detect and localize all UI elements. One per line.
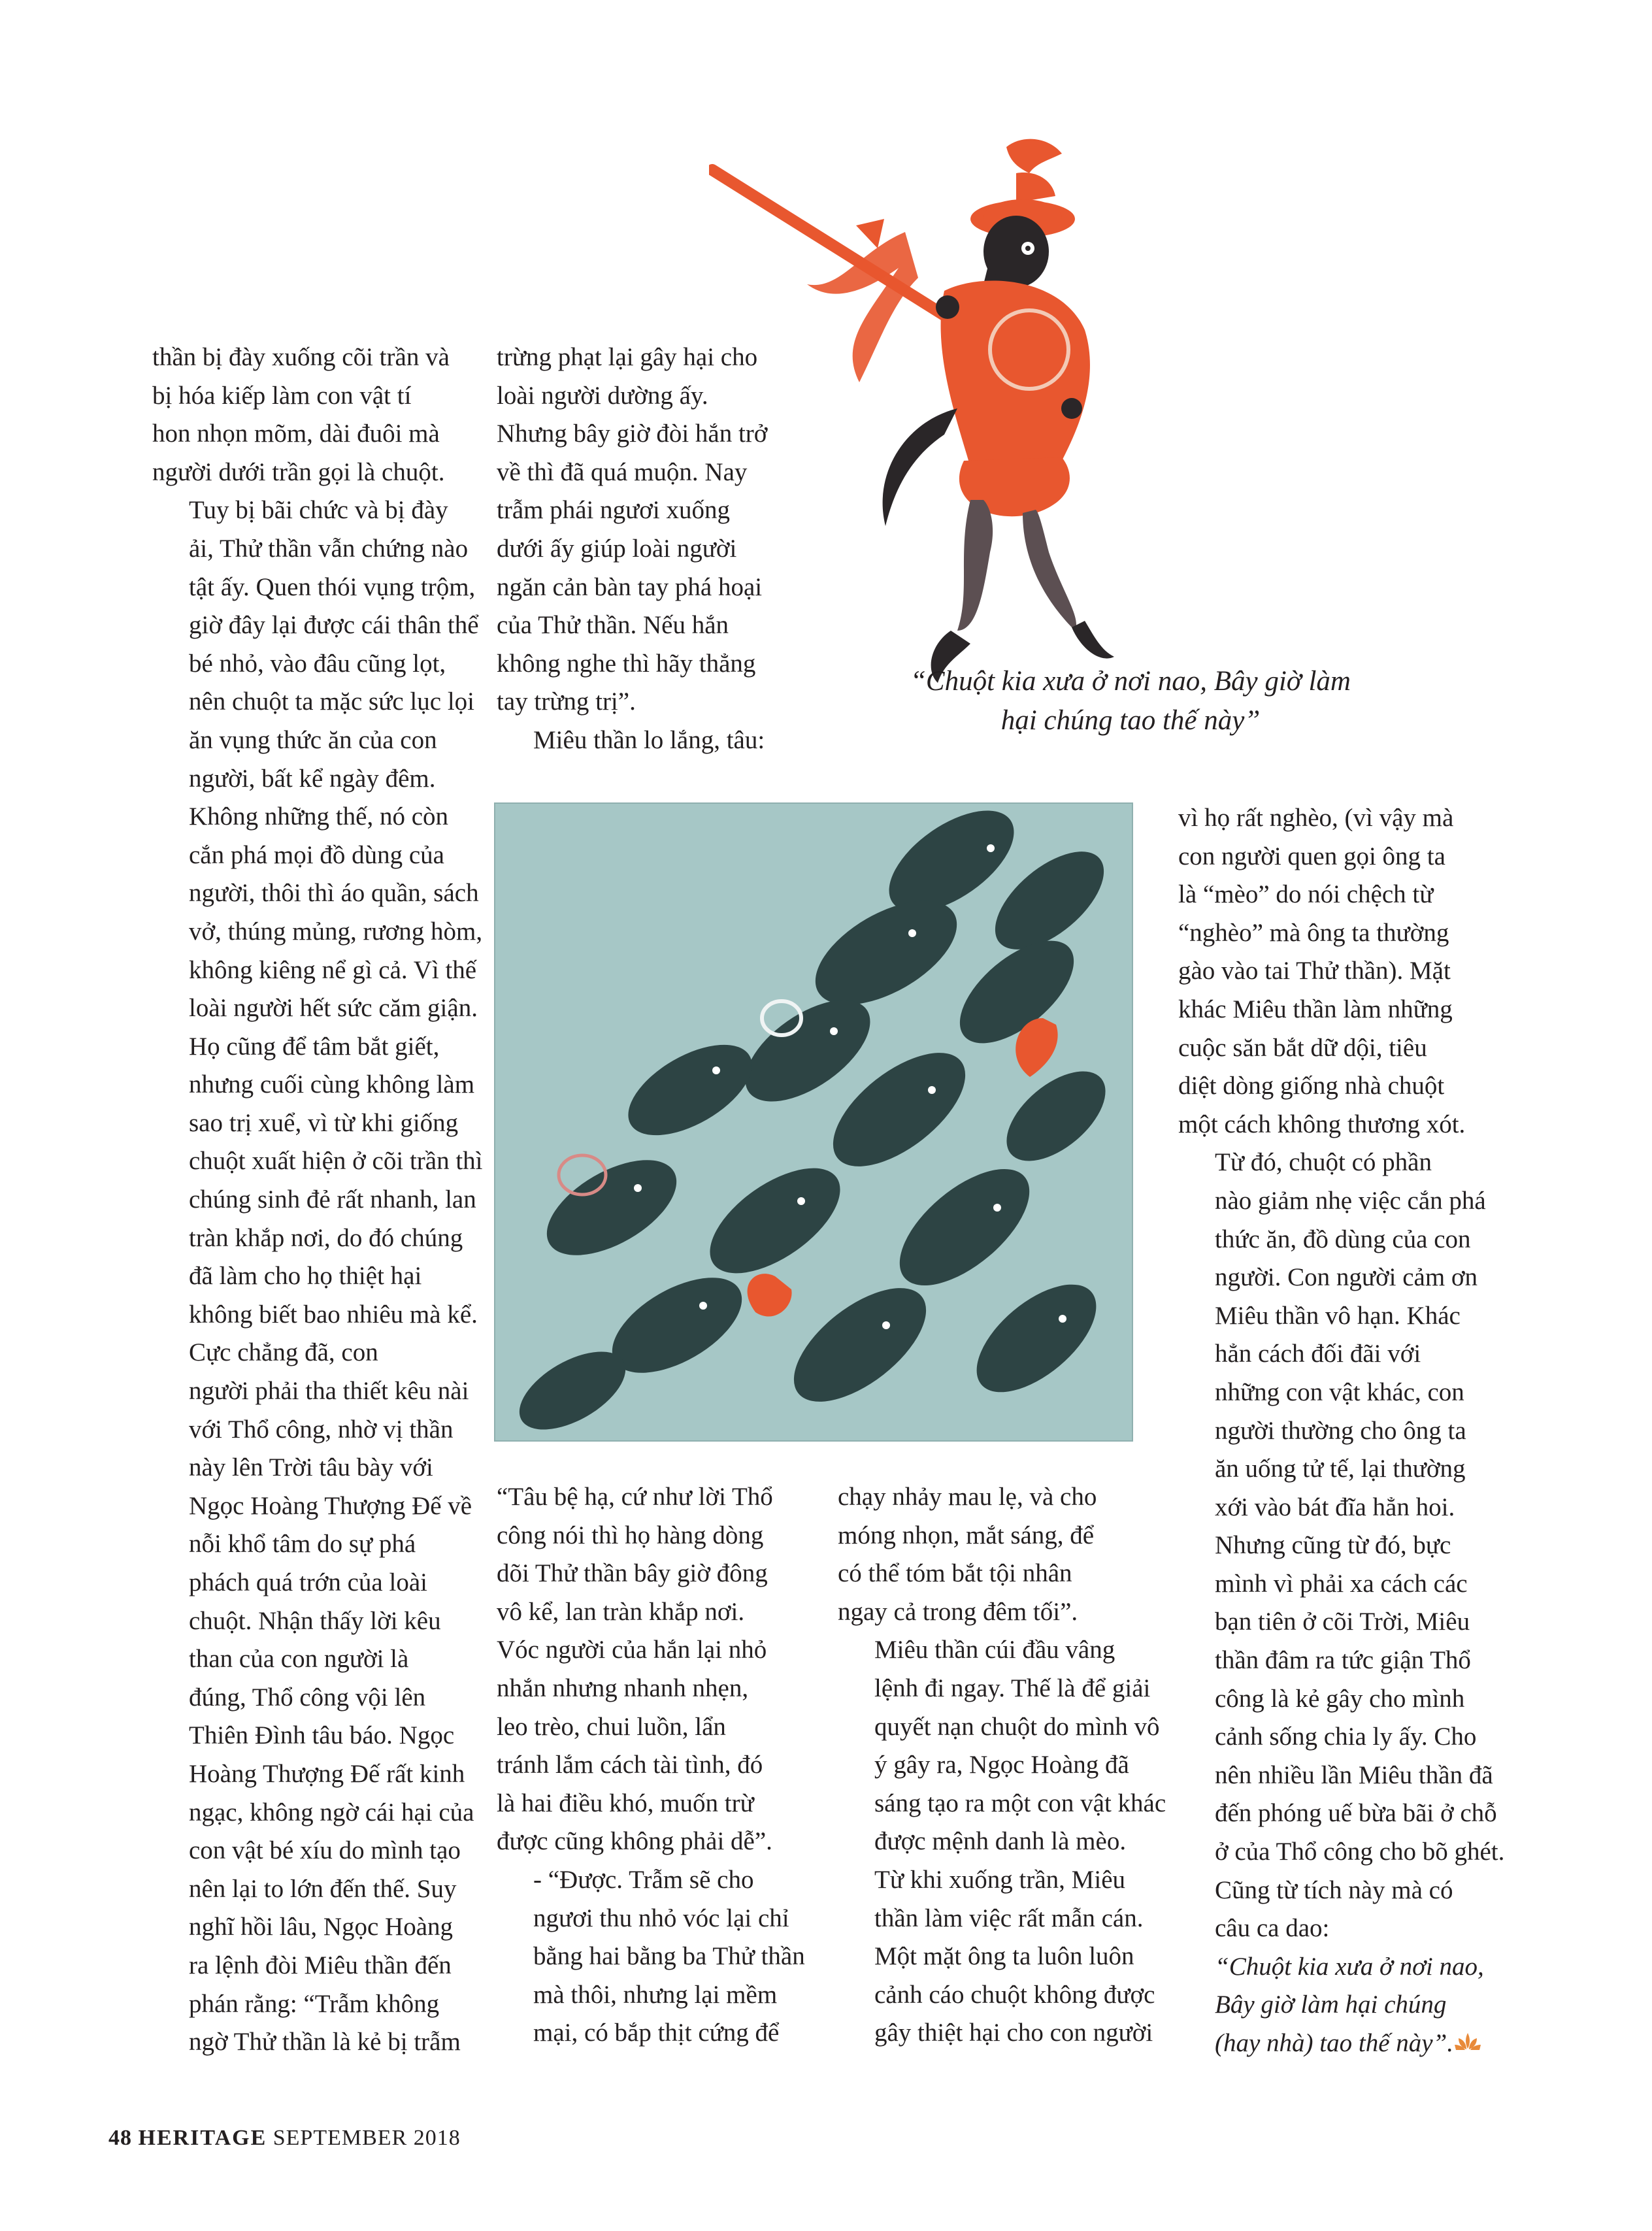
article-column-1 bbox=[152, 339, 483, 2062]
verse-line: “Chuột kia xưa ở nơi nao, bbox=[1215, 1952, 1484, 1981]
text-line: cuộc săn bắt dữ dội, tiêu bbox=[1178, 1033, 1427, 1062]
text-line: Họ cũng để tâm bắt giết, bbox=[189, 1032, 440, 1061]
text-line: nên lại to lớn đến thế. Suy bbox=[189, 1874, 457, 1903]
text-line: người, thôi thì áo quần, sách bbox=[189, 879, 479, 908]
paragraph bbox=[1178, 1144, 1518, 1527]
text-line: Miêu thần vô hạn. Khác bbox=[1215, 1301, 1461, 1330]
text-line: tránh lắm cách tài tình, đó bbox=[497, 1751, 763, 1779]
text-line: Hoàng Thượng Đế rất kinh bbox=[189, 1759, 465, 1788]
text-line: “nghèo” mà ông ta thường bbox=[1178, 918, 1449, 947]
text-line: nào giảm nhẹ việc cắn phá bbox=[1215, 1186, 1486, 1215]
text-line: người dưới trần gọi là chuột. bbox=[152, 457, 445, 486]
text-line: về thì đã quá muộn. Nay bbox=[497, 457, 748, 486]
text-line: Thiên Đình tâu báo. Ngọc bbox=[189, 1721, 455, 1750]
text-line: loài người dường ấy. bbox=[497, 381, 708, 410]
page-footer bbox=[108, 2126, 461, 2151]
caption-line: Bây giờ làm hại chúng tao thế này” bbox=[1000, 666, 1351, 736]
paragraph bbox=[838, 1631, 1165, 1861]
text-line: đến phóng uế bừa bãi ở chỗ bbox=[1215, 1799, 1497, 1828]
text-line: Nhưng bây giờ đòi hắn trở bbox=[497, 420, 768, 448]
text-line: những con vật khác, con bbox=[1215, 1378, 1464, 1406]
text-line: ngạc, không ngờ cái hại của bbox=[189, 1798, 474, 1826]
text-line: ngay cả trong đêm tối”. bbox=[838, 1597, 1078, 1626]
text-line: này lên Trời tâu bày với bbox=[189, 1453, 433, 1482]
text-line: người, bất kể ngày đêm. bbox=[189, 764, 436, 793]
text-line: nghĩ hồi lâu, Ngọc Hoàng bbox=[189, 1913, 454, 1942]
text-line: Một mặt ông ta luôn luôn bbox=[874, 1942, 1134, 1971]
text-line: trừng phạt lại gây hại cho bbox=[497, 343, 758, 371]
text-line: được mệnh danh là mèo. bbox=[874, 1827, 1127, 1856]
paragraph bbox=[152, 339, 479, 491]
paragraph bbox=[497, 339, 810, 721]
article-column-2-top bbox=[497, 339, 810, 760]
text-line: ngờ Thử thần là kẻ bị trẫm bbox=[189, 2028, 461, 2057]
text-line: thức ăn, đồ dùng của con bbox=[1215, 1225, 1471, 1253]
text-line: gây thiệt hại cho con người bbox=[874, 2019, 1153, 2047]
text-line: Không những thế, nó còn bbox=[189, 802, 449, 831]
text-line: ăn vụng thức ăn của con bbox=[189, 725, 437, 754]
text-line: mình vì phải xa cách các bbox=[1215, 1569, 1468, 1598]
text-line: ải, Thử thần vẫn chứng nào bbox=[189, 534, 469, 563]
text-line: phán rằng: “Trẫm không bbox=[189, 1989, 440, 2018]
text-line: trẫm phái ngươi xuống bbox=[497, 496, 730, 525]
text-line: có thể tóm bắt tội nhân bbox=[838, 1559, 1072, 1588]
paragraph bbox=[152, 1334, 479, 2061]
text-line: đã làm cho họ thiệt hại bbox=[189, 1262, 422, 1291]
text-line: nên chuột ta mặc sức lục lọi bbox=[189, 687, 474, 716]
text-line: khác Miêu thần làm những bbox=[1178, 995, 1453, 1023]
rats-swarm-illustration bbox=[494, 802, 1133, 1442]
text-line: một cách không thương xót. bbox=[1178, 1110, 1466, 1138]
text-line: người. Con người cảm ơn bbox=[1215, 1263, 1478, 1292]
closing-verse bbox=[1178, 1948, 1518, 2063]
text-line: Vóc người của hắn lại nhỏ bbox=[497, 1636, 767, 1664]
text-line: nhắn nhưng nhanh nhẹn, bbox=[497, 1674, 749, 1702]
verse-text: (hay nhà) tao thế này”. bbox=[1215, 2029, 1454, 2057]
verse-line: Bây giờ làm hại chúng bbox=[1215, 1991, 1447, 2019]
page-number: 48 bbox=[108, 2126, 132, 2150]
lotus-end-mark-icon bbox=[1453, 2032, 1482, 2051]
text-line: vở, thúng mủng, rương hòm, bbox=[189, 917, 483, 946]
text-line: cảnh sống chia ly ấy. Cho bbox=[1215, 1723, 1477, 1751]
text-line: sáng tạo ra một con vật khác bbox=[874, 1789, 1166, 1817]
issue-date: SEPTEMBER 2018 bbox=[273, 2126, 461, 2150]
article-column-3-bottom bbox=[838, 1478, 1165, 2053]
text-line: ngươi thu nhỏ vóc lại chỉ bbox=[533, 1904, 789, 1932]
text-line: mại, có bắp thịt cứng để bbox=[533, 2019, 780, 2047]
text-line: Nhưng cũng từ đó, bực bbox=[1215, 1531, 1451, 1560]
text-line: gào vào tai Thử thần). Mặt bbox=[1178, 957, 1451, 985]
paragraph bbox=[152, 491, 483, 1334]
text-line: là hai điều khó, muốn trừ bbox=[497, 1789, 754, 1817]
text-line: loài người hết sức căm giận. bbox=[189, 994, 478, 1023]
text-line: thần bị đày xuống cõi trần và bbox=[152, 343, 450, 371]
text-line: người thường cho ông ta bbox=[1215, 1416, 1466, 1445]
text-line: lệnh đi ngay. Thế là để giải bbox=[874, 1674, 1151, 1702]
text-line: Từ đó, chuột có phần bbox=[1215, 1148, 1432, 1177]
magazine-name: HERITAGE bbox=[138, 2126, 267, 2150]
text-line: không nghe thì hãy thẳng bbox=[497, 649, 756, 678]
text-line: Tuy bị bãi chức và bị đày bbox=[189, 496, 448, 525]
text-line: tay trừng trị”. bbox=[497, 687, 636, 716]
caption-line: “Chuột kia xưa ở nơi nao, bbox=[910, 666, 1207, 697]
text-line: của Thử thần. Nếu hắn bbox=[497, 611, 729, 640]
text-line: giờ đây lại được cái thân thể bbox=[189, 611, 479, 640]
text-line: chạy nhảy mau lẹ, và cho bbox=[838, 1483, 1097, 1511]
paragraph bbox=[838, 1861, 1165, 2053]
text-line: Cực chẳng đã, con bbox=[189, 1338, 378, 1367]
text-line: Cũng từ tích này mà có bbox=[1215, 1876, 1453, 1904]
text-line: Ngọc Hoàng Thượng Đế về bbox=[189, 1491, 472, 1520]
text-line: được cũng không phải dễ”. bbox=[497, 1827, 772, 1856]
text-line: công nói thì họ hàng dòng bbox=[497, 1521, 764, 1549]
text-line: ra lệnh đòi Miêu thần đến bbox=[189, 1951, 452, 1979]
paragraph bbox=[1178, 799, 1518, 1144]
text-line: hon nhọn mõm, dài đuôi mà bbox=[152, 420, 440, 448]
paragraph bbox=[497, 1861, 823, 2053]
text-line: than của con người là bbox=[189, 1645, 409, 1674]
text-line: leo trèo, chui luồn, lẩn bbox=[497, 1712, 726, 1741]
text-line: sao trị xuể, vì từ khi giống bbox=[189, 1108, 459, 1137]
paragraph bbox=[838, 1478, 1165, 1631]
verse-line-last bbox=[1178, 2024, 1518, 2063]
text-line: hẳn cách đối đãi với bbox=[1215, 1340, 1421, 1368]
text-line: mà thôi, nhưng lại mềm bbox=[533, 1980, 778, 2009]
text-line: thần đâm ra tức giận Thổ bbox=[1215, 1646, 1471, 1675]
text-line: móng nhọn, mắt sáng, để bbox=[838, 1521, 1095, 1549]
text-line: cắn phá mọi đồ dùng của bbox=[189, 840, 444, 869]
text-line: dưới ấy giúp loài người bbox=[497, 534, 737, 563]
text-line: ý gây ra, Ngọc Hoàng đã bbox=[874, 1751, 1129, 1779]
text-line: quyết nạn chuột do mình vô bbox=[874, 1712, 1160, 1741]
text-line: bạn tiên ở cõi Trời, Miêu bbox=[1215, 1608, 1470, 1636]
paragraph bbox=[1178, 1872, 1518, 1948]
text-line: với Thổ công, nhờ vị thần bbox=[189, 1415, 454, 1444]
text-line: nỗi khổ tâm do sự phá bbox=[189, 1530, 416, 1559]
text-line: ngăn cản bàn tay phá hoại bbox=[497, 572, 763, 601]
text-line: Miêu thần cúi đầu vâng bbox=[874, 1636, 1115, 1664]
text-line: diệt dòng giống nhà chuột bbox=[1178, 1072, 1445, 1100]
text-line: thần làm việc rất mẫn cán. bbox=[874, 1904, 1144, 1932]
article-column-4 bbox=[1178, 799, 1518, 2063]
text-line: nên nhiều lần Miêu thần đã bbox=[1215, 1760, 1493, 1789]
text-line: xới vào bát đĩa hẳn hoi. bbox=[1215, 1493, 1455, 1521]
text-line: không kiêng nể gì cả. Vì thế bbox=[189, 955, 477, 984]
text-line: bị hóa kiếp làm con vật tí bbox=[152, 381, 412, 410]
text-line: cảnh cáo chuột không được bbox=[874, 1980, 1155, 2009]
text-line: Miêu thần lo lắng, tâu: bbox=[533, 725, 765, 754]
text-line: - “Được. Trẫm sẽ cho bbox=[533, 1865, 754, 1894]
text-line: “Tâu bệ hạ, cứ như lời Thổ bbox=[497, 1483, 773, 1511]
text-line: vì họ rất nghèo, (vì vậy mà bbox=[1178, 804, 1454, 832]
paragraph bbox=[497, 1478, 823, 1861]
text-line: người phải tha thiết kêu nài bbox=[189, 1377, 469, 1406]
paragraph bbox=[1178, 1527, 1518, 1871]
text-line: chúng sinh đẻ rất nhanh, lan bbox=[189, 1185, 476, 1214]
text-line: bé nhỏ, vào đâu cũng lọt, bbox=[189, 649, 446, 678]
text-line: câu ca dao: bbox=[1215, 1914, 1330, 1943]
text-line: không biết bao nhiêu mà kể. bbox=[189, 1300, 478, 1329]
hero-caption bbox=[902, 662, 1359, 740]
text-line: nhưng cuối cùng không làm bbox=[189, 1070, 475, 1099]
text-line: bằng hai bằng ba Thử thần bbox=[533, 1942, 805, 1971]
text-line: con người quen gọi ông ta bbox=[1178, 842, 1446, 870]
text-line: tràn khắp nơi, do đó chúng bbox=[189, 1223, 463, 1252]
text-line: ở của Thổ công cho bõ ghét. bbox=[1215, 1838, 1505, 1866]
article-column-2-bottom bbox=[497, 1478, 823, 2053]
paragraph bbox=[497, 721, 810, 760]
text-line: tật ấy. Quen thói vụng trộm, bbox=[189, 572, 476, 601]
text-line: vô kể, lan tràn khắp nơi. bbox=[497, 1597, 745, 1626]
text-line: ăn uống tử tế, lại thường bbox=[1215, 1455, 1466, 1483]
text-line: Từ khi xuống trần, Miêu bbox=[874, 1865, 1126, 1894]
text-line: con vật bé xíu do mình tạo bbox=[189, 1836, 461, 1865]
text-line: đúng, Thổ công vội lên bbox=[189, 1683, 426, 1711]
text-line: dõi Thử thần bây giờ đông bbox=[497, 1559, 768, 1588]
text-line: chuột. Nhận thấy lời kêu bbox=[189, 1606, 441, 1635]
text-line: phách quá trớn của loài bbox=[189, 1568, 427, 1596]
text-line: là “mèo” do nói chệch từ bbox=[1178, 880, 1434, 909]
text-line: công là kẻ gây cho mình bbox=[1215, 1684, 1465, 1713]
text-line: chuột xuất hiện ở cõi trần thì bbox=[189, 1147, 483, 1176]
